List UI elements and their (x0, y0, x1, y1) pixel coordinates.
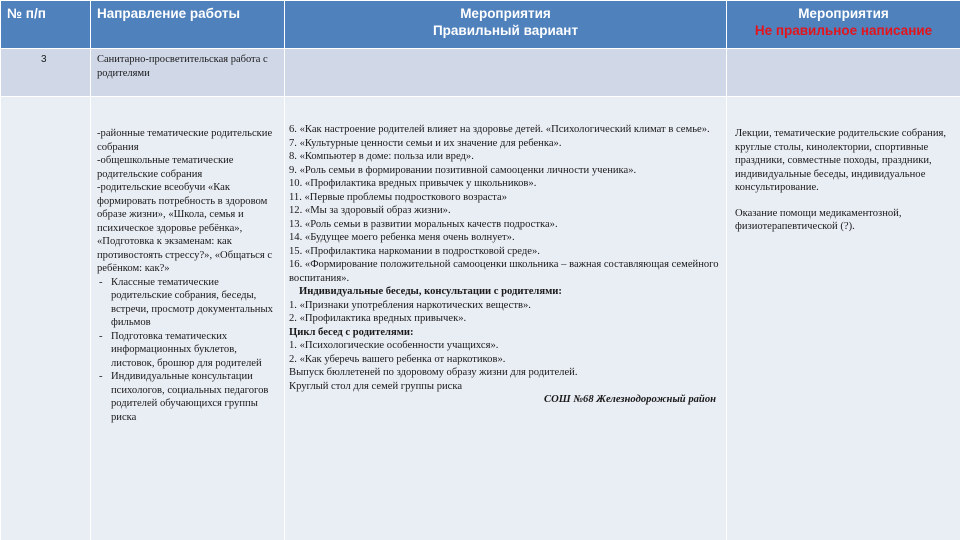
list-item: 13. «Роль семьи в развитии моральных качеств подростка». (289, 218, 558, 230)
cycle-heading: Цикл бесед с родителями: (289, 326, 414, 338)
correct-events-cell (285, 97, 727, 540)
list-item: 14. «Будущее моего ребенка меня очень волнует». (289, 232, 515, 243)
direction-details-cell: -районные тематические родительские собрания -общешкольные тематические родительские собрания -родительские всеобучи «Как формировать потребность в здоровом образе жизни», «Школа, семья и психическое здоровье ребёнка», «Подготовка к экзаменам: как противостоять стрессу?», «Общаться с ребёнком: как?» - Классные тематические родительские собрания, беседы, встречи, просмотр документальных фильмов - Подготовка тематических информационных буклетов, листовок, брошюр для родителей - Индивидуальные консультации психологов, социальных педагогов родителей обучающихся группы риска (91, 97, 285, 540)
list-item: 16. «Формирование положительной самооценки школьника – важная составляющая семейного воспитания». (289, 259, 719, 284)
list-item: - Подготовка тематических информационных буклетов, листовок, брошюр для родителей (99, 330, 262, 369)
list-item: 8. «Компьютер в доме: польза или вред». (289, 151, 474, 162)
list-item: 15. «Профилактика наркомании в подростковой среде». (289, 245, 540, 257)
list-item: 10. «Профилактика вредных привычек у школьников». (289, 178, 537, 189)
wrong-label: Не правильное написание (754, 23, 933, 38)
row-direction: Санитарно-просветительская работа с родителями (91, 49, 285, 97)
list-item: - Индивидуальные консультации психологов, социальных педагогов родителей обучающихся группы риска (99, 371, 269, 423)
direction-bullet-list (97, 276, 278, 425)
row-empty-cell (285, 49, 727, 97)
header-row (1, 1, 960, 49)
list-item: 11. «Первые проблемы подросткового возраста» (289, 191, 508, 203)
list-item: - Классные тематические родительские собрания, беседы, встречи, просмотр документальных фильмов (99, 276, 273, 328)
header-direction: Направление работы (91, 1, 285, 49)
wrong-events-cell (727, 97, 960, 540)
list-item: 9. «Роль семьи в формировании позитивной самооценки личности ученика». (289, 164, 637, 176)
wrong-text: Лекции, тематические родительские собрания, круглые столы, кинолектории, спортивные праздники, совместные походы, праздники, индивидуальные беседы, индивидуальное консультирование. (735, 128, 947, 193)
row-empty-cell (1, 97, 91, 540)
list-item: 7. «Культурные ценности семьи и их значение для ребенка». (289, 137, 562, 149)
list-item: 12. «Мы за здоровый образ жизни». (289, 205, 451, 216)
list-item: 1. «Признаки употребления наркотических веществ». (289, 299, 531, 311)
round-table-text: Круглый стол для семей группы риска (289, 380, 463, 392)
bulletin-text: Выпуск бюллетеней по здоровому образу жизни для родителей. (289, 367, 578, 378)
list-item: 6. «Как настроение родителей влияет на здоровье детей. «Психологический климат в семье». (289, 124, 710, 135)
wrong-text: Оказание помощи медикаментозной, физиотерапевтической (?). (735, 207, 902, 232)
consult-heading: Индивидуальные беседы, консультации с родителями: (299, 286, 562, 297)
header-events-correct: Мероприятия Правильный вариант (285, 1, 727, 49)
table-row (1, 49, 960, 97)
spacer (735, 195, 956, 207)
list-item: 2. «Как уберечь вашего ребенка от наркотиков». (289, 353, 506, 365)
row-number: 3 (1, 49, 91, 97)
list-item: 2. «Профилактика вредных привычек». (289, 313, 467, 324)
header-number: № п/п (1, 1, 91, 49)
header-events-wrong: Мероприятия Не правильное написание (727, 1, 960, 49)
school-signature: СОШ №68 Железнодорожный район (544, 394, 716, 405)
table-row (1, 97, 960, 540)
list-item: 1. «Психологические особенности учащихся». (289, 340, 499, 351)
row-empty-cell (727, 49, 960, 97)
